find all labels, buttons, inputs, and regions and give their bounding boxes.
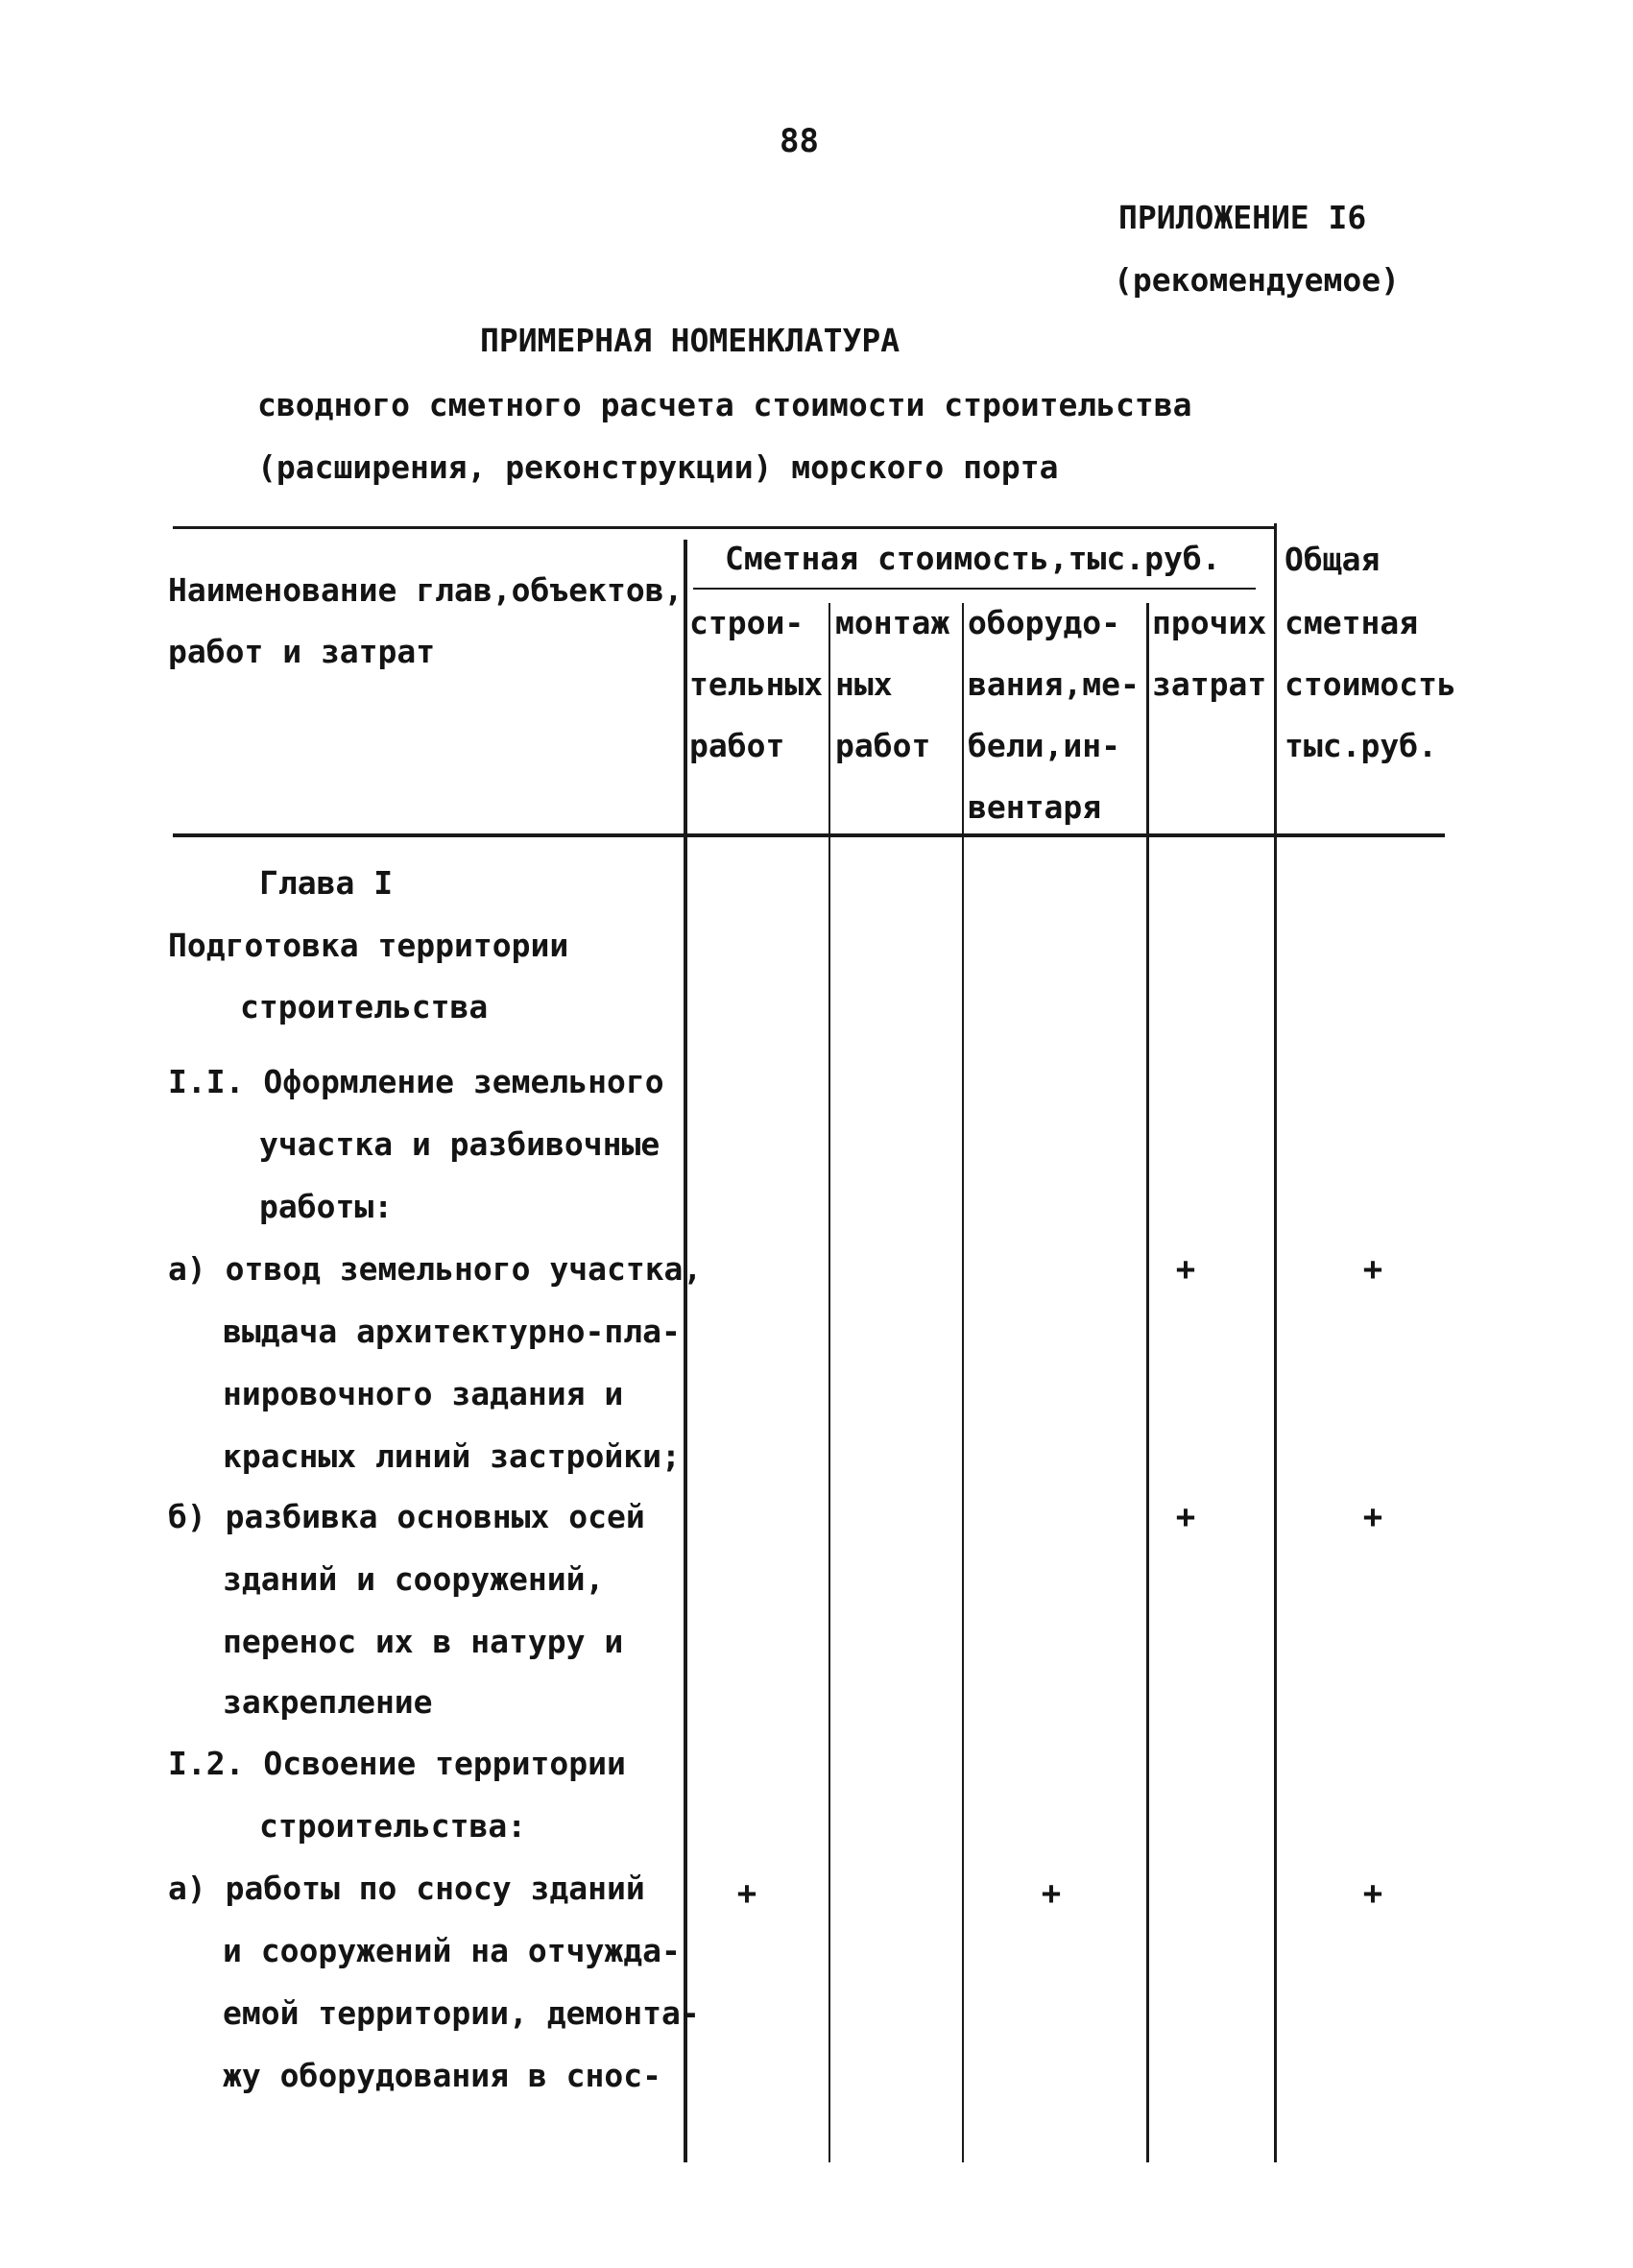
group-header-rule bbox=[693, 588, 1256, 590]
col-divider-5 bbox=[1274, 523, 1277, 2162]
mark-total: + bbox=[1362, 1874, 1383, 1913]
header-construction-line2: тельных bbox=[689, 665, 824, 703]
mark-other: + bbox=[1175, 1498, 1196, 1536]
mark-equipment: + bbox=[1041, 1874, 1062, 1913]
document-subtitle-line2: (расширения, реконструкции) морского порта bbox=[257, 448, 1059, 486]
header-installation-line2: ных bbox=[835, 665, 893, 703]
mark-total: + bbox=[1362, 1250, 1383, 1289]
document-subtitle-line1: сводного сметного расчета стоимости строительства bbox=[257, 386, 1192, 423]
header-bottom-rule bbox=[173, 833, 1445, 837]
header-total-line1: Общая bbox=[1285, 541, 1381, 578]
table-top-rule bbox=[173, 526, 1277, 529]
document-title: ПРИМЕРНАЯ НОМЕНКЛАТУРА bbox=[480, 322, 901, 359]
header-installation-line1: монтаж bbox=[835, 604, 950, 641]
row-1-1-a-line3: нировочного задания и bbox=[223, 1375, 624, 1412]
header-equipment-line2: вания,ме- bbox=[968, 665, 1140, 703]
chapter-heading: Глава I bbox=[259, 864, 394, 902]
header-name-line2: работ и затрат bbox=[168, 633, 436, 670]
row-1-1-line3: работы: bbox=[259, 1188, 394, 1225]
header-equipment-line3: бели,ин- bbox=[968, 727, 1120, 764]
row-1-2-a-line3: емой территории, демонта- bbox=[223, 1994, 700, 2032]
row-1-1-b-line1: б) разбивка основных осей bbox=[168, 1498, 645, 1535]
row-1-2-a-line2: и сооружений на отчужда- bbox=[223, 1932, 681, 1969]
row-1-1-b-line3: перенос их в натуру и bbox=[223, 1623, 624, 1660]
row-1-1-a-line2: выдача архитектурно-пла- bbox=[223, 1313, 681, 1350]
row-1-2-line1: I.2. Освоение территории bbox=[168, 1745, 626, 1782]
header-total-line2: сметная bbox=[1285, 604, 1419, 641]
chapter-title-line1: Подготовка территории bbox=[168, 927, 569, 964]
header-construction-line3: работ bbox=[689, 727, 785, 764]
header-equipment-line4: вентаря bbox=[968, 788, 1102, 826]
header-group-title: Сметная стоимость,тыс.руб. bbox=[725, 540, 1221, 577]
row-1-1-a-line1: а) отвод земельного участка, bbox=[168, 1250, 703, 1288]
mark-other: + bbox=[1175, 1250, 1196, 1289]
row-1-1-b-line2: зданий и сооружений, bbox=[223, 1560, 605, 1598]
header-installation-line3: работ bbox=[835, 727, 931, 764]
header-equipment-line1: оборудо- bbox=[968, 604, 1120, 641]
header-total-line3: стоимость bbox=[1285, 665, 1456, 703]
page-number: 88 bbox=[780, 122, 819, 160]
mark-construction: + bbox=[736, 1874, 757, 1913]
row-1-1-a-line4: красных линий застройки; bbox=[223, 1437, 681, 1475]
col-divider-3 bbox=[962, 603, 964, 2162]
header-other-line1: прочих bbox=[1152, 604, 1267, 641]
mark-total: + bbox=[1362, 1498, 1383, 1536]
appendix-note: (рекомендуемое) bbox=[1114, 261, 1401, 299]
chapter-title-line2: строительства bbox=[240, 988, 489, 1025]
row-1-2-a-line4: жу оборудования в снос- bbox=[223, 2057, 661, 2094]
row-1-2-a-line1: а) работы по сносу зданий bbox=[168, 1870, 645, 1907]
row-1-1-line1: I.I. Оформление земельного bbox=[168, 1063, 664, 1100]
appendix-label: ПРИЛОЖЕНИЕ I6 bbox=[1118, 199, 1367, 236]
col-divider-1 bbox=[684, 540, 687, 2162]
row-1-2-line2: строительства: bbox=[259, 1807, 527, 1845]
row-1-1-line2: участка и разбивочные bbox=[259, 1125, 660, 1163]
header-construction-line1: строи- bbox=[689, 604, 804, 641]
header-name-line1: Наименование глав,объектов, bbox=[168, 571, 684, 609]
row-1-1-b-line4: закрепление bbox=[223, 1683, 433, 1721]
header-other-line2: затрат bbox=[1152, 665, 1267, 703]
col-divider-2 bbox=[829, 603, 830, 2162]
header-total-line4: тыс.руб. bbox=[1285, 727, 1437, 764]
col-divider-4 bbox=[1146, 603, 1149, 2162]
